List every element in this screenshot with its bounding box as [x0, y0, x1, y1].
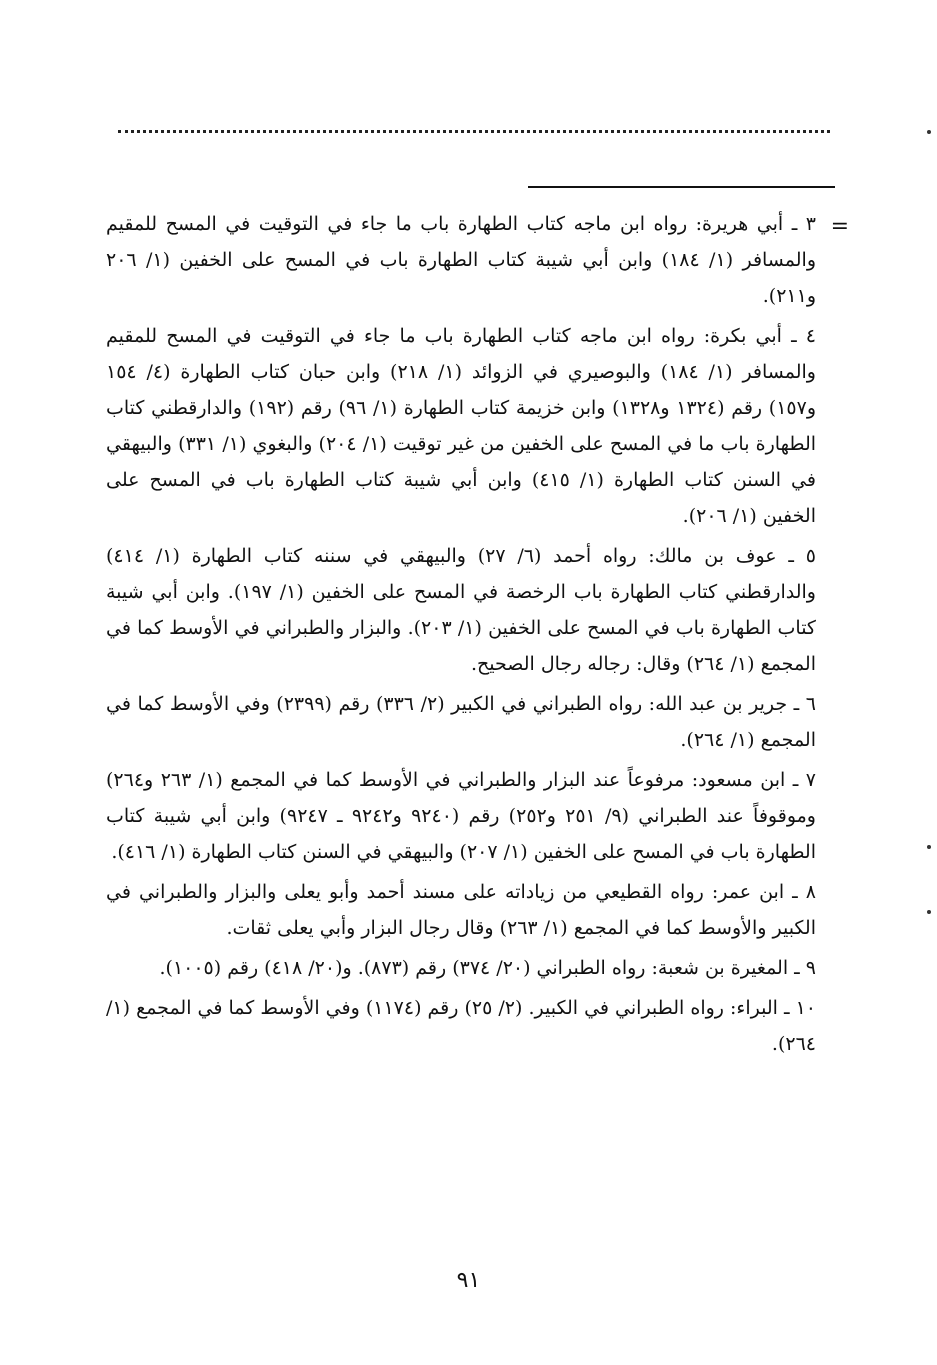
edge-speck: [927, 130, 931, 134]
footnotes-block: [106, 206, 816, 1066]
footnote-6: ٦ ـ جرير بن عبد الله: رواه الطبراني في الكبير (٢/ ٣٣٦) رقم (٢٣٩٩) وفي الأوسط كما في المجمع (١/ ٢٦٤).: [106, 693, 816, 751]
footnote-3: ٣ ـ أبي هريرة: رواه ابن ماجه كتاب الطهارة باب ما جاء في التوقيت في المسح للمقيم والمسافر (١/ ١٨٤) وابن أبي شيبة كتاب الطهارة باب في المسح على الخفين (١/ ٢٠٦ و٢١١).: [106, 213, 816, 307]
page-number: ٩١: [456, 1268, 481, 1293]
edge-speck: [927, 845, 931, 849]
footnote-separator-line: [528, 186, 835, 188]
continuation-marker: =: [830, 214, 849, 239]
footnote-10: ١٠ ـ البراء: رواه الطبراني في الكبير. (٢/ ٢٥) رقم (١١٧٤) وفي الأوسط كما في المجمع (١/ ٢٦٤).: [106, 997, 816, 1055]
footnote-7: ٧ ـ ابن مسعود: مرفوعاً عند البزار والطبراني في الأوسط كما في المجمع (١/ ٢٦٣ و٢٦٤) وموقوفاً عند الطبراني (٩/ ٢٥١ و٢٥٢) رقم (٩٢٤٠ و٩٢٤٢ ـ ٩٢٤٧) وابن أبي شيبة كتاب الطهارة باب في المسح على الخفين (١/ ٢٠٧) والبيهقي في السنن كتاب الطهارة (١/ ٤١٦).: [106, 769, 816, 863]
footnote-9: ٩ ـ المغيرة بن شعبة: رواه الطبراني (٢٠/ ٣٧٤) رقم (٨٧٣). و(٢٠/ ٤١٨) رقم (١٠٠٥).: [159, 957, 816, 979]
footnote-5: ٥ ـ عوف بن مالك: رواه أحمد (٦/ ٢٧) والبيهقي في سننه كتاب الطهارة (١/ ٤١٤) والدارقطني كتاب الطهارة باب الرخصة في المسح على الخفين (١/ ١٩٧). وابن أبي شيبة كتاب الطهارة باب في المسح على الخفين (١/ ٢٠٣). والبزار والطبراني في الأوسط كما في المجمع (١/ ٢٦٤) وقال: رجاله رجال الصحيح.: [106, 545, 816, 675]
top-dotted-separator: [118, 130, 830, 133]
edge-speck: [927, 910, 931, 914]
footnote-4: ٤ ـ أبي بكرة: رواه ابن ماجه كتاب الطهارة باب ما جاء في التوقيت في المسح للمقيم والمسافر (١/ ١٨٤) والبوصيري في الزوائد (١/ ٢١٨) وابن حبان كتاب الطهارة (٤/ ١٥٤ و١٥٧) رقم (١٣٢٤ و١٣٢٨) وابن خزيمة كتاب الطهارة (١/ ٩٦) رقم (١٩٢) والدارقطني كتاب الطهارة باب ما في المسح على الخفين من غير توقيت (١/ ٢٠٤) والبغوي (١/ ٣٣١) والبيهقي في السنن كتاب الطهارة (١/ ٤١٥) وابن أبي شيبة كتاب الطهارة باب في المسح على الخفين (١/ ٢٠٦).: [106, 325, 817, 527]
footnote-8: ٨ ـ ابن عمر: رواه القطيعي من زياداته على مسند أحمد وأبو يعلى والبزار والطبراني في الكبير والأوسط كما في المجمع (١/ ٢٦٣) وقال رجال البزار وأبي يعلى ثقات.: [106, 881, 816, 939]
